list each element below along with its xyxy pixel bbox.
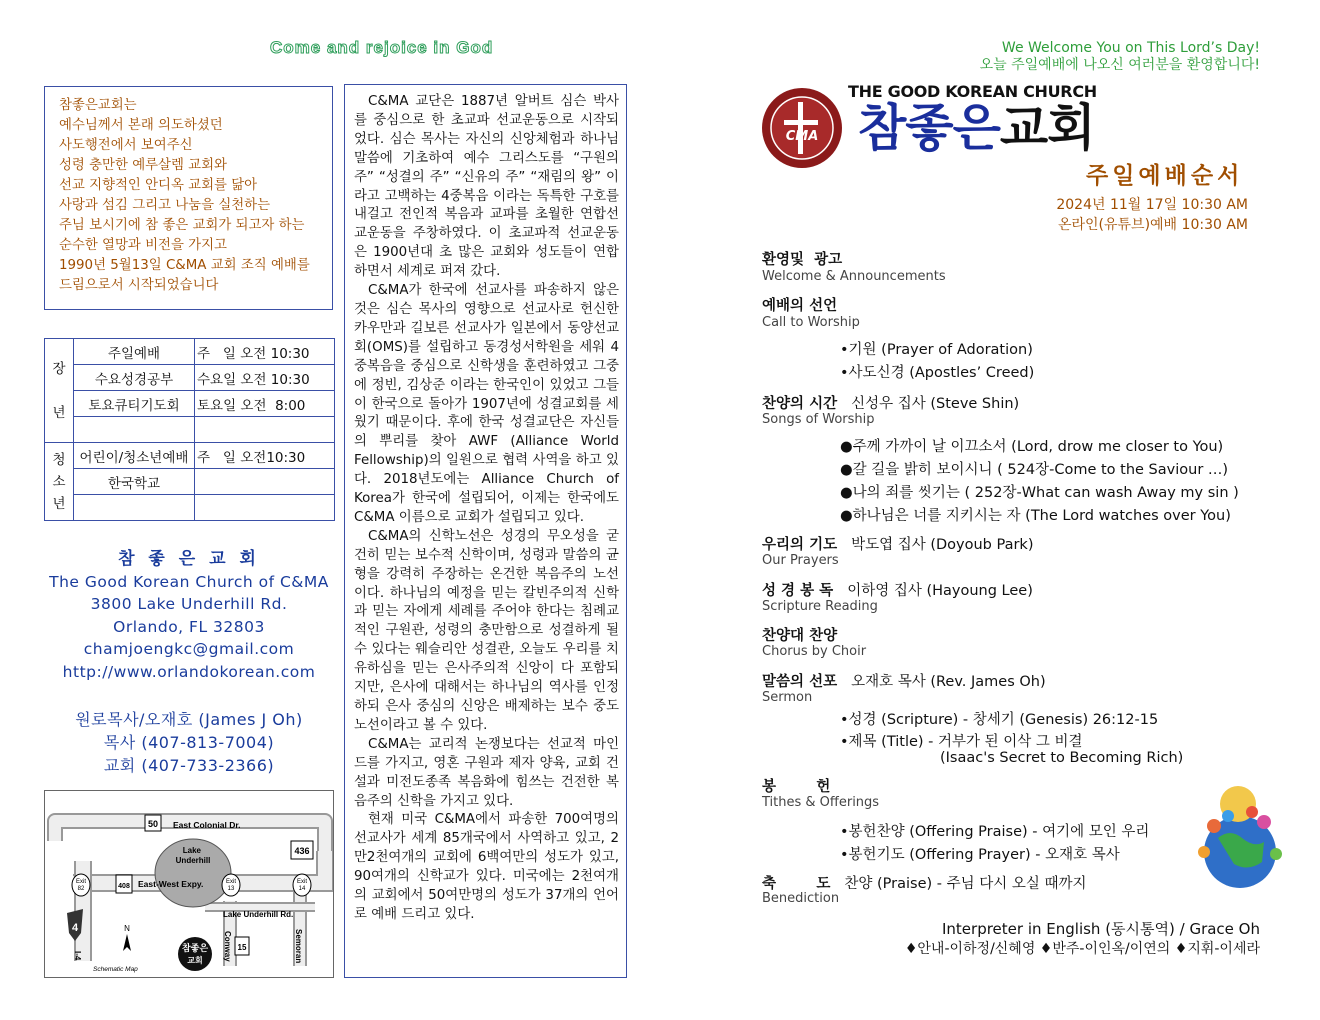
section-en: Benediction [762,891,840,906]
exit82-marker [72,874,90,896]
church-name-en-header: THE GOOD KOREAN CHURCH [848,82,1097,101]
section-person: 찬양 (Praise) - 주님 다시 오실 때까지 [844,876,1087,892]
section-person: 박도엽 집사 (Doyoub Park) [851,537,1034,553]
schedule-name: 어린이/청소년예배 [74,443,195,469]
exit14-label: Exit 14 [296,879,308,892]
interpreter-line: Interpreter in English (동시통역) / Grace Oh [941,920,1260,938]
schedule-group-adult: 장 년 [45,339,74,443]
history-paragraph: 현재 미국 C&MA에서 파송한 700여명의 선교사가 세계 85개국에서 사역하고 있고, 2만2천여개의 교회에 6백여만의 성도가 있고, 90여개의 신학교가 있다. 미국에는 2천여개의 교회에서 50여만명의 성도가 37개의 언어로 예배 드리고 있다. [354,812,619,922]
address-line: Orlando, FL 32803 [113,617,265,636]
pastor-name: 원로목사/오재호 (James J Oh) [75,710,303,729]
section-call [762,294,837,315]
mission-line: 예수님께서 본래 의도하셨던 [59,118,223,133]
section-songs [762,392,1019,413]
pastor-phone: 목사 (407-813-7004) [103,733,275,752]
sermon-item: •성경 (Scripture) - 창세기 (Genesis) 26:12-15 [840,712,1159,728]
exit82-label: Exit 82 [75,879,87,892]
schedule-name: 주일예배 [74,339,195,365]
section-prayer [762,533,1034,554]
mission-line: 1990년 5월13일 C&MA 교회 조직 예배를 [59,258,310,273]
schedule-name: 토요큐티기도회 [74,391,195,417]
offering-item: •봉헌찬양 (Offering Praise) - 여기에 모인 우리 [840,824,1150,840]
schedule-table [44,338,335,521]
song-item: ●갈 길을 밝히 보이시니 ( 524장-Come to the Saviour …) [840,462,1229,478]
song-item: ●나의 죄를 씻기는 ( 252장-What can wash Away my sin ) [840,485,1239,501]
schedule-time: 주 일 오전 10:30 [195,339,335,365]
map-label-conway: Conway [223,931,232,962]
sub-item: •사도신경 (Apostles’ Creed) [840,365,1035,381]
online-line: 온라인(유튜브)예배 10:30 AM [1057,217,1248,233]
section-title: 환영및 광고 [762,252,843,268]
mission-box [44,86,333,310]
section-en: Songs of Worship [762,412,875,427]
schedule-name [74,417,195,443]
map-graphic [45,791,333,977]
map-label-semoran: Semoran [294,929,303,964]
schedule-name [74,495,195,521]
service-date [1056,195,1248,235]
church-info [44,548,334,683]
schedule-time: 주 일 오전10:30 [195,443,335,469]
section-en: Scripture Reading [762,599,878,614]
globe-illustration [1184,782,1292,896]
section-en: Tithes & Offerings [762,795,880,810]
motto: Come and rejoice in God [270,38,494,57]
map-label-i4: I-4 [73,951,82,961]
section-scripture [762,579,1033,600]
section-sermon [762,670,1046,691]
church-name-ko-b: 교회 [999,99,1095,157]
order-title: 주일예배순서 [1086,163,1244,189]
song-item: ●하나님은 너를 지키시는 자 (The Lord watches over You) [840,508,1231,524]
mission-line: 드림으로서 시작되었습니다 [59,278,219,293]
section-en: Welcome & Announcements [762,269,946,284]
section-title: 성 경 봉 독 [762,583,834,599]
schedule-time [195,417,335,443]
map-label-lake: Lake Underhill [175,846,211,865]
address-line: 3800 Lake Underhill Rd. [90,595,288,613]
schedule-time: 수요일 오전 10:30 [195,365,335,391]
map-label-lake-underhill-rd: Lake Underhill Rd. [223,910,294,919]
mission-line: 성령 충만한 예루살렘 교회와 [59,158,227,173]
schedule-time: 토요일 오전 8:00 [195,391,335,417]
north-label: N [124,924,130,933]
section-title: 예배의 선언 [762,298,838,314]
section-welcome [762,248,842,269]
hwy408-label: 408 [118,883,130,890]
church-marker-bottom: 교회 [187,956,203,965]
mission-line: 참좋은교회는 [59,98,137,113]
mission-line: 선교 지향적인 안디옥 교회를 닮아 [59,178,258,193]
section-title: 찬양대 찬양 [762,628,838,644]
section-person: 신성우 집사 (Steve Shin) [851,396,1020,412]
history-paragraph: C&MA의 신학노선은 성경의 무오성을 굳건히 믿는 보수적 신학이며, 성령과 말씀의 균형을 강력히 주장하는 온건한 복음주의 노선이다. 하나님의 예정을 믿는 칼빈주의적 신학과 믿는 자에게 세례를 주어야 한다는 침례교적인 구원관, 성령의 충만함으로 성결하게 될 수 있다는 웨슬리안 성결관, 오늘도 우리를 치유하심을 믿는 은사주의적 신앙이 다 포함되지만, 은사에 대해서는 하나님의 역사를 인정하되 은사 중심의 신앙은 배제하는 보수 중도 노선이라고 볼 수 있다. [354,528,619,733]
mission-line: 주님 보시기에 참 좋은 교회가 되고자 하는 [59,218,305,233]
schedule-time [195,495,335,521]
sub-item: •기원 (Prayer of Adoration) [840,342,1033,358]
staff-line: ♦안내-이하정/신혜영 ♦반주-이인옥/이연의 ♦지휘-이세라 [904,941,1260,957]
globe-icon [1184,782,1292,892]
sermon-item: •제목 (Title) - 거부가 된 이삭 그 비결 [840,734,1083,750]
north-arrow-icon [123,934,131,951]
schedule-name: 수요성경공부 [74,365,195,391]
section-title: 찬양의 시간 [762,396,838,412]
history-paragraph: C&MA 교단은 1887년 알버트 심슨 박사를 중심으로 한 초교파 선교운동으로 시작되었다. 심슨 목사는 자신의 신앙체험과 하나님 말씀에 기초하여 예수 그리스도를 “구원의 주” “성결의 주” “신유의 주” “재림의 왕” 이라고 고백하는 4중복음 이라는 독특한 구호를 내걸고 전인적 복음과 교파를 초월한 연합선교운동을 주창하였다. 이 초교파적 선교운동은 1900년대 초 많은 교회와 성도들이 연합하면서 세계로 퍼져 갔다. [354,94,619,280]
date-line: 2024년 11월 17일 10:30 AM [1056,197,1248,213]
church-logo [760,86,844,174]
pastor-info [44,708,334,777]
section-en: Chorus by Choir [762,644,867,659]
i4-shield-label: 4 [71,922,79,934]
section-offering [762,775,830,796]
church-name-ko-header [858,98,1095,158]
hwy50-label: 50 [147,819,159,829]
offering-item: •봉헌기도 (Offering Prayer) - 오재호 목사 [840,847,1120,863]
mission-line: 사랑과 섬김 그리고 나눔을 실천하는 [59,198,271,213]
history-paragraph: C&MA는 교리적 논쟁보다는 선교적 마인드를 가지고, 영혼 구원과 제자 양육, 교회 건설과 미전도종족 복음화에 힘쓰는 건전한 복음주의 신학을 가지고 있다. [354,736,619,809]
section-choir [762,624,837,645]
website-link[interactable]: http://www.orlandokorean.com [62,662,316,681]
section-en: Our Prayers [762,553,839,568]
exit13-label: Exit 13 [225,879,237,892]
section-en: Call to Worship [762,315,860,330]
exit14-marker [293,874,311,896]
church-phone: 교회 (407-733-2366) [103,756,275,775]
section-title: 봉 헌 [762,779,831,795]
map-label-east-west: East-West Expy. [138,879,204,889]
history-box [344,84,627,978]
mission-line: 순수한 열망과 비전을 가지고 [59,238,227,253]
section-person: 오재호 목사 (Rev. James Oh) [851,674,1046,690]
section-title: 우리의 기도 [762,537,838,553]
history-paragraph: C&MA가 한국에 선교사를 파송하지 않은 것은 심슨 목사의 영향으로 선교사로 헌신한 카우만과 길보른 선교사가 일본에서 동양선교회(OMS)를 설립하고 동경성서학원을 세워 4중복음을 중심으로 신학생을 훈련하였고 그중에 정빈, 김상준 이라는 한국인이 있었고 그들이 한국으로 돌아가 1907년에 성결교회를 세웠기 때문이다. 후에 한국 성결교단은 자신들의 뿌리를 찾아 AWF (Alliance World Fellowship)의 일원으로 협력 사역을 하고 있다. 2018년도에는 Alliance Church of Korea가 한국에 설립되어, 이제는 한국에도 C&MA 이름으로 교회가 설립되고 있다. [354,283,619,525]
logo-text: CMA [785,129,819,144]
schedule-group-youth: 청 소 년 [45,443,74,521]
map-label-east-colonial: East Colonial Dr. [173,820,241,830]
section-title: 축 도 [762,876,831,892]
section-en: Sermon [762,690,813,705]
church-name-en: The Good Korean Church of C&MA [49,572,329,591]
sermon-item: (Isaac's Secret to Becoming Rich) [940,750,1184,766]
hwy436-label: 436 [294,846,310,856]
exit13-marker [222,874,240,896]
map-schematic-label: Schematic Map [93,966,138,973]
church-map [44,790,334,978]
schedule-name: 한국학교 [74,469,195,495]
email-link[interactable]: chamjoengkc@gmail.com [83,640,295,658]
section-title: 말씀의 선포 [762,674,838,690]
welcome-message [980,40,1260,74]
welcome-ko: 오늘 주일예배에 나오신 여러분을 환영합니다! [979,57,1260,73]
church-name-ko: 참 좋 은 교 회 [118,549,260,569]
church-name-ko-a: 참좋은 [858,99,1000,157]
welcome-en: We Welcome You on This Lord’s Day! [1001,40,1260,56]
section-benediction [762,872,1087,893]
church-marker-top: 참좋은 [181,943,209,953]
schedule-time [195,469,335,495]
mission-line: 사도행전에서 보여주신 [59,138,193,153]
song-item: ●주께 가까이 날 이끄소서 (Lord, drow me closer to You) [840,439,1224,455]
church-logo-icon [760,86,844,170]
hwy15-label: 15 [237,943,247,952]
section-person: 이하영 집사 (Hayoung Lee) [847,583,1033,599]
